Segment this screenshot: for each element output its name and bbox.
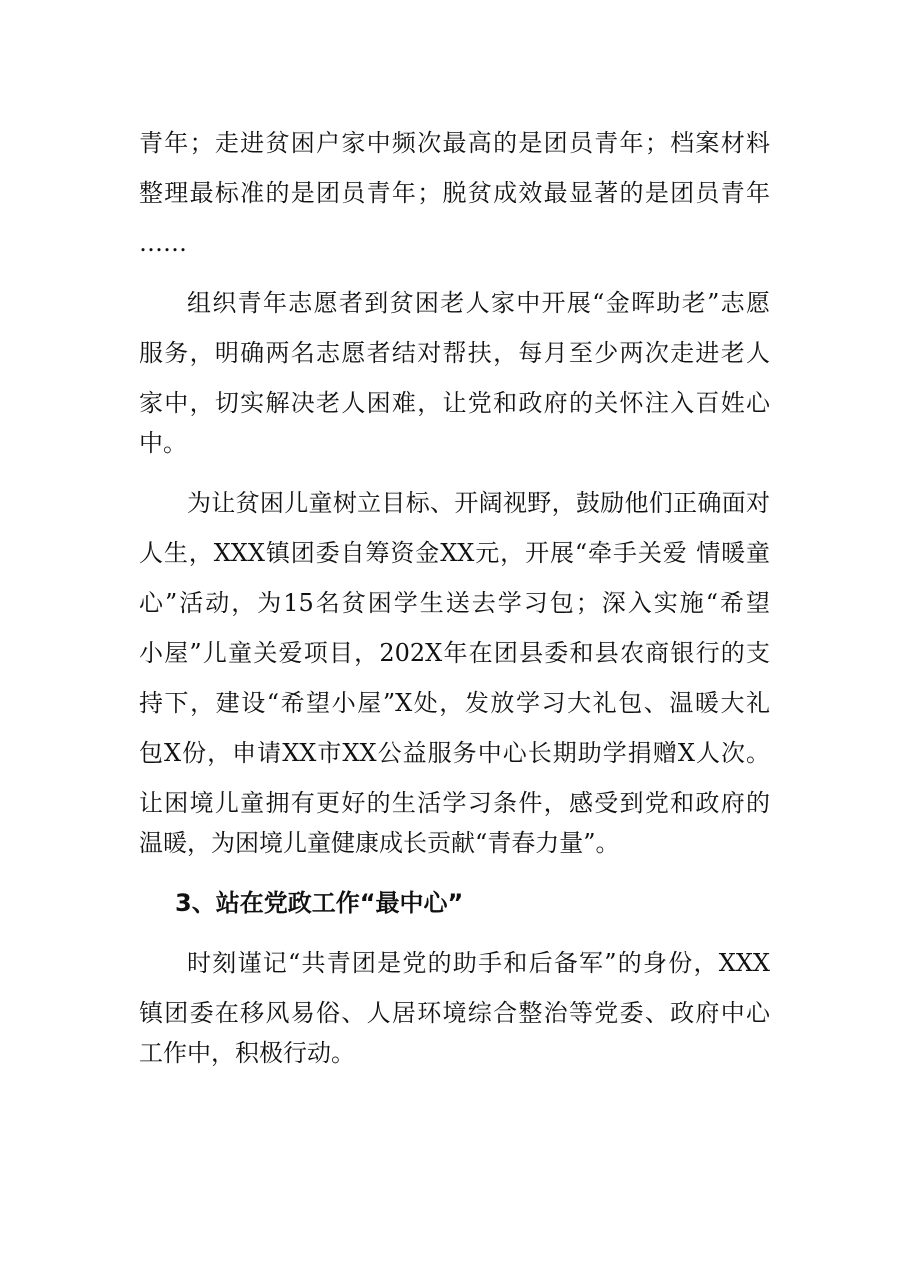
paragraph-line: 青年；走进贫困户家中频次最高的是团员青年；档案材料	[139, 129, 770, 157]
paragraph-line: 整理最标准的是团员青年；脱贫成效最显著的是团员青年	[139, 179, 770, 207]
section-heading: 3、站在党政工作“最中心”	[175, 889, 464, 917]
paragraph-line: 工作中，积极行动。	[139, 1039, 355, 1067]
paragraph-line: 心”活动，为15名贫困学生送去学习包；深入实施“希望	[139, 589, 770, 617]
paragraph-line: 小屋”儿童关爱项目，202X年在团县委和县农商银行的支	[139, 639, 770, 667]
paragraph-line: 服务，明确两名志愿者结对帮扶，每月至少两次走进老人	[139, 339, 770, 367]
paragraph-line: 中。	[139, 429, 187, 457]
paragraph-line: 温暖，为困境儿童健康成长贡献“青春力量”。	[139, 829, 620, 857]
paragraph-line: 时刻谨记“共青团是党的助手和后备军”的身份，XXX	[187, 949, 770, 977]
paragraph-line: 镇团委在移风易俗、人居环境综合整治等党委、政府中心	[139, 999, 770, 1027]
paragraph-line: 包X份，申请XX市XX公益服务中心长期助学捐赠X人次。	[139, 739, 770, 767]
paragraph-line: 持下，建设“希望小屋”X处，发放学习大礼包、温暖大礼	[139, 689, 770, 717]
paragraph-line: 家中，切实解决老人困难，让党和政府的关怀注入百姓心	[139, 389, 770, 417]
paragraph-line: ……	[139, 229, 187, 257]
paragraph-line: 人生，XXX镇团委自筹资金XX元，开展“牵手关爱 情暖童	[139, 539, 770, 567]
paragraph-line: 组织青年志愿者到贫困老人家中开展“金晖助老”志愿	[187, 289, 770, 317]
paragraph-line: 让困境儿童拥有更好的生活学习条件，感受到党和政府的	[139, 789, 770, 817]
paragraph-line: 为让贫困儿童树立目标、开阔视野，鼓励他们正确面对	[187, 489, 770, 517]
